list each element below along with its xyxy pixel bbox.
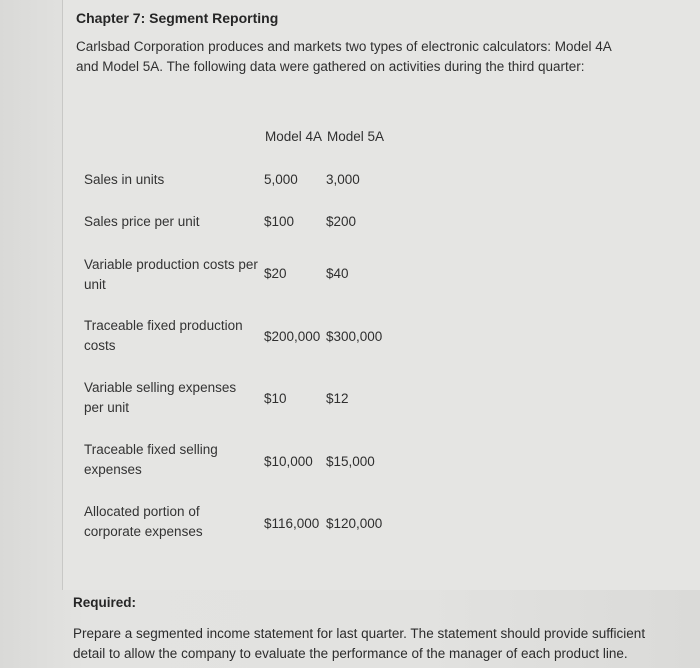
required-heading: Required: — [73, 595, 137, 610]
cell-model-4a-corporate-expenses: $116,000 — [264, 516, 320, 531]
cell-model-5a-variable-production: $40 — [326, 266, 349, 281]
row-label-fixed-selling: Traceable fixed selling expenses — [84, 442, 218, 477]
cell-model-4a-variable-selling: $10 — [264, 391, 287, 406]
row-label-sales-units: Sales in units — [84, 172, 165, 187]
row-label-variable-production: Variable production costs per unit — [84, 257, 258, 292]
row-label-sales-price: Sales price per unit — [84, 214, 200, 229]
cell-model-4a-sales-price: $100 — [264, 214, 295, 229]
required-text: Prepare a segmented income statement for last quarter. The statement should provide sufficient detail to allow the company to evaluate the performance of the manager of each product line. — [73, 626, 646, 661]
row-label-fixed-production: Traceable fixed production costs — [84, 318, 243, 353]
cell-model-5a-fixed-selling: $15,000 — [326, 454, 375, 469]
chapter-title: Chapter 7: Segment Reporting — [76, 10, 279, 26]
cell-model-4a-fixed-production: $200,000 — [264, 329, 321, 344]
cell-model-5a-variable-selling: $12 — [326, 391, 349, 406]
column-header-model-5a: Model 5A — [327, 129, 385, 144]
cell-model-4a-fixed-selling: $10,000 — [264, 454, 313, 469]
intro-paragraph: Carlsbad Corporation produces and markets two types of electronic calculators: Model 4A and Model 5A. The following data were gathered on activities during the third quarter: — [76, 39, 612, 74]
row-label-corporate-expenses: Allocated portion of corporate expenses — [84, 504, 203, 539]
cell-model-5a-fixed-production: $300,000 — [326, 329, 383, 344]
cell-model-5a-sales-units: 3,000 — [326, 172, 360, 187]
cell-model-5a-sales-price: $200 — [326, 214, 357, 229]
cell-model-5a-corporate-expenses: $120,000 — [326, 516, 383, 531]
row-label-variable-selling: Variable selling expenses per unit — [84, 380, 237, 415]
column-header-model-4a: Model 4A — [265, 129, 323, 144]
cell-model-4a-variable-production: $20 — [264, 266, 287, 281]
cell-model-4a-sales-units: 5,000 — [264, 172, 298, 187]
